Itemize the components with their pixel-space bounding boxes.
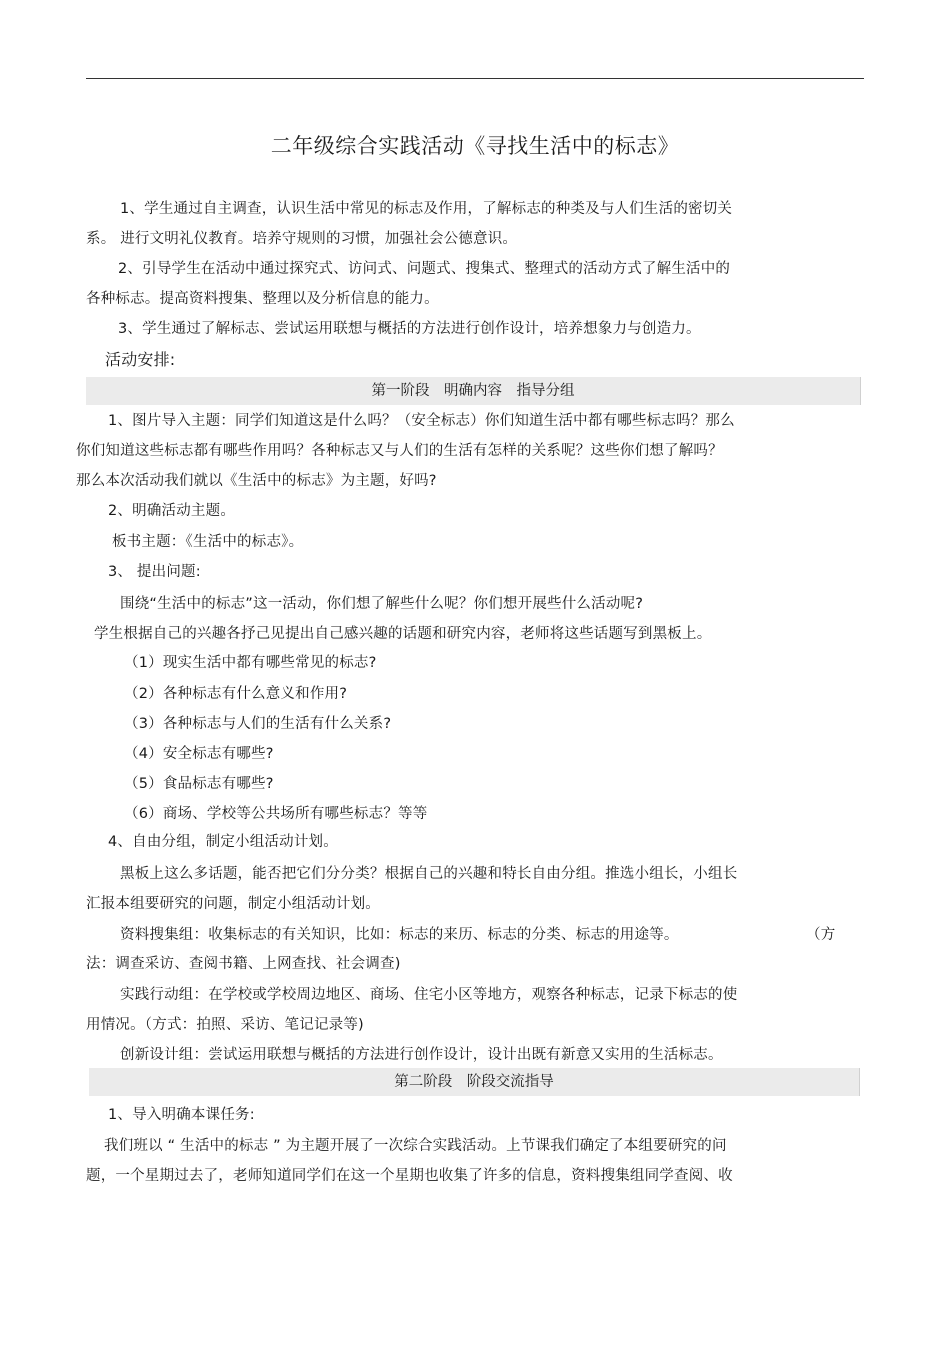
question-2: （2）各种标志有什么意义和作用? — [124, 686, 348, 702]
stage-1-p10-line-1: 实践行动组：在学校或学校周边地区、商场、住宅小区等地方，观察各种标志，记录下标志的使 — [120, 987, 738, 1003]
stage-1-p2: 2、明确活动主题。 — [108, 503, 236, 519]
goal-1-line-1: 1、学生通过自主调查，认识生活中常见的标志及作用，了解标志的种类及与人们生活的密切关 — [120, 201, 733, 217]
question-4: （4）安全标志有哪些? — [124, 746, 274, 762]
stage-2-heading: 第二阶段 阶段交流指导 — [89, 1068, 860, 1096]
arrangement-heading: 活动安排: — [105, 350, 176, 369]
stage-1-p9-line-1: 资料搜集组：收集标志的有关知识，比如：标志的来历、标志的分类、标志的用途等。 — [120, 927, 679, 943]
stage-1-p9-line-2: 法：调查采访、查阅书籍、上网查找、社会调查) — [86, 956, 401, 972]
stage-2-p2-line-1: 我们班以 “ 生活中的标志 ” 为主题开展了一次综合实践活动。上节课我们确定了本组要研究的问 — [104, 1138, 727, 1154]
stage-1-p8-line-2: 汇报本组要研究的问题，制定小组活动计划。 — [86, 896, 380, 912]
stage-1-p10-line-2: 用情况。（方式：拍照、采访、笔记记录等) — [86, 1017, 364, 1033]
question-1: （1）现实生活中都有哪些常见的标志? — [124, 655, 377, 671]
stage-1-p6: 学生根据自己的兴趣各抒己见提出自己感兴趣的话题和研究内容，老师将这些话题写到黑板上。 — [94, 626, 712, 642]
goal-1-line-2: 系。 进行文明礼仪教育。培养守规则的习惯，加强社会公德意识。 — [86, 231, 518, 247]
stage-1-p8-line-1: 黑板上这么多话题，能否把它们分分类？根据自己的兴趣和特长自由分组。推选小组长，小组长 — [120, 866, 738, 882]
stage-2-p2-line-2: 题，一个星期过去了，老师知道同学们在这一个星期也收集了许多的信息，资料搜集组同学查阅、收 — [86, 1168, 733, 1184]
question-3: （3）各种标志与人们的生活有什么关系? — [124, 716, 392, 732]
stage-1-p9-line-1-tail: （方 — [806, 927, 836, 943]
stage-1-p1-line-1: 1、图片导入主题：同学们知道这是什么吗？（安全标志）你们知道生活中都有哪些标志吗？那么 — [108, 413, 735, 429]
question-6: （6）商场、学校等公共场所有哪些标志？等等 — [124, 806, 428, 822]
stage-1-p5: 围绕“生活中的标志”这一活动，你们想了解些什么呢？你们想开展些什么活动呢? — [120, 596, 644, 612]
goal-2-line-2: 各种标志。提高资料搜集、整理以及分析信息的能力。 — [86, 291, 439, 307]
stage-2-p1: 1、导入明确本课任务: — [108, 1107, 255, 1123]
stage-1-heading: 第一阶段 明确内容 指导分组 — [86, 377, 861, 405]
header-rule — [86, 78, 864, 79]
page-title: 二年级综合实践活动《寻找生活中的标志》 — [270, 134, 680, 158]
question-5: （5）食品标志有哪些? — [124, 776, 274, 792]
goal-3-line-1: 3、学生通过了解标志、尝试运用联想与概括的方法进行创作设计，培养想象力与创造力。 — [118, 321, 701, 337]
stage-1-p4: 3、 提出问题: — [108, 564, 201, 580]
stage-1-p3: 板书主题：《生活中的标志》。 — [112, 534, 304, 550]
goal-2-line-1: 2、引导学生在活动中通过探究式、访问式、问题式、搜集式、整理式的活动方式了解生活中的 — [118, 261, 731, 277]
stage-1-p1-line-2: 你们知道这些标志都有哪些作用吗？各种标志又与人们的生活有怎样的关系呢？这些你们想了解吗？ — [76, 443, 723, 459]
stage-1-p7: 4、自由分组，制定小组活动计划。 — [108, 834, 338, 850]
stage-1-p1-line-3: 那么本次活动我们就以《生活中的标志》为主题，好吗? — [76, 473, 437, 489]
stage-1-p11: 创新设计组：尝试运用联想与概括的方法进行创作设计，设计出既有新意又实用的生活标志。 — [120, 1047, 723, 1063]
